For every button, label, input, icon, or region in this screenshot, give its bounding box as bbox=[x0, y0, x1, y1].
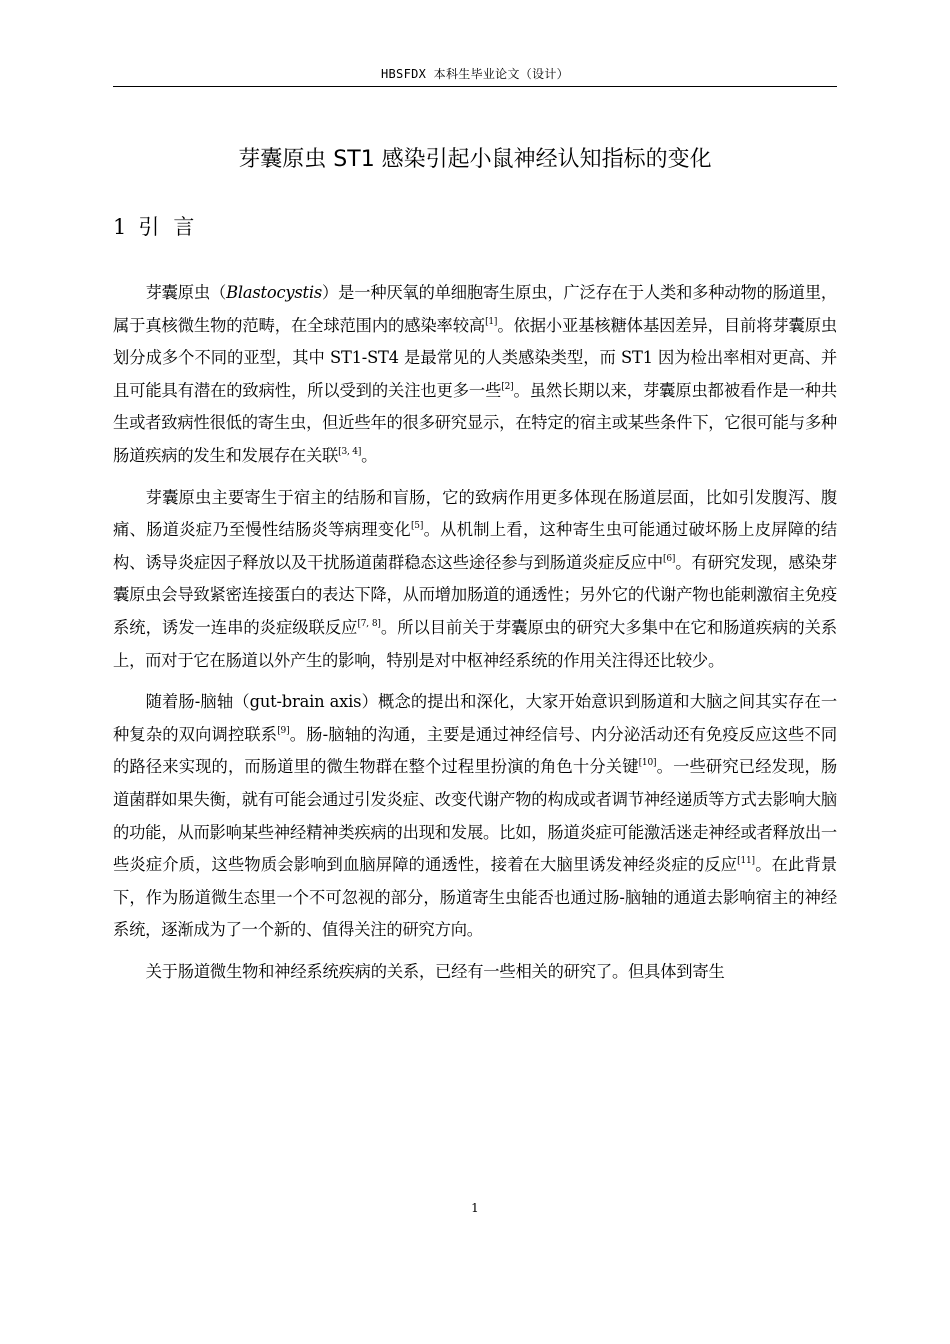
body-text bbox=[113, 277, 837, 997]
section-heading bbox=[113, 209, 208, 245]
citation: [10] bbox=[638, 758, 657, 769]
header-rule bbox=[113, 86, 837, 87]
citation: [7, 8] bbox=[357, 618, 381, 629]
section-name: 引言 bbox=[138, 215, 209, 239]
text-run: 。虽然长期以来，芽囊原虫都被看作是一种共生或者致病性很低的寄生虫，但近些年的很多研究显示，在特定的宿主或某些条件下，它很可能与多种肠道疾病的发生和发展存在关联 bbox=[113, 380, 837, 465]
text-run: 。所以目前关于芽囊原虫的研究大多集中在它和肠道疾病的关系上，而对于它在肠道以外产生的影响，特别是对中枢神经系统的作用关注得还比较少。 bbox=[113, 617, 838, 670]
text-run: 。从机制上看，这种寄生虫可能通过破坏肠上皮屏障的结构、诱导炎症因子释放以及干扰肠道菌群稳态这些途径参与到肠道炎症反应中 bbox=[113, 520, 837, 572]
text-run: 。 bbox=[361, 445, 378, 465]
text-run: 。在此背景下，作为肠道微生态里一个不可忽视的部分，肠道寄生虫能否也通过肠-脑轴的通道去影响宿主的神经系统，逐渐成为了一个新的、值得关注的研究方向。 bbox=[113, 855, 837, 940]
citation: [5] bbox=[410, 521, 424, 532]
text-run: 随着肠-脑轴（gut-brain axis）概念的提出和深化，大家开始意识到肠道和大脑之间其实存在一种复杂的双向调控联系 bbox=[113, 692, 837, 744]
text-run: 芽囊原虫主要寄生于宿主的结肠和盲肠，它的致病作用更多体现在肠道层面，比如引发腹泻、腹痛、肠道炎症乃至慢性结肠炎等病理变化 bbox=[113, 487, 837, 540]
section-number: 1 bbox=[113, 215, 127, 239]
paragraph bbox=[113, 277, 837, 473]
text-run: 。依据小亚基核糖体基因差异，目前将芽囊原虫划分成多个不同的亚型，其中 ST1-ST4 是最常见的人类感染类型，而 ST1 因为检出率相对更高、并且可能具有潜在的致病性，所以受到的关注也更多一些 bbox=[113, 315, 837, 400]
paragraph bbox=[113, 686, 837, 947]
citation: [3, 4] bbox=[338, 446, 362, 457]
citation: [6] bbox=[663, 553, 676, 564]
paper-title: 芽囊原虫 ST1 感染引起小鼠神经认知指标的变化 bbox=[238, 147, 712, 172]
text-run: 关于肠道微生物和神经系统疾病的关系，已经有一些相关的研究了。但具体到寄生 bbox=[145, 961, 725, 981]
citation: [9] bbox=[277, 725, 290, 736]
text-run: ）是一种厌氧的单细胞寄生原虫，广泛存在于人类和多种动物的肠道里，属于真核微生物的范畴，在全球范围内的感染率较高 bbox=[113, 283, 837, 335]
paragraph bbox=[113, 956, 837, 989]
text-run: 。有研究发现，感染芽囊原虫会导致紧密连接蛋白的表达下降，从而增加肠道的通透性；另外它的代谢产物也能刺激宿主免疫系统，诱发一连串的炎症级联反应 bbox=[113, 552, 837, 637]
italic-term: Blastocystis bbox=[226, 283, 323, 302]
citation: [1] bbox=[485, 316, 498, 327]
citation: [11] bbox=[737, 856, 755, 867]
citation: [2] bbox=[501, 381, 514, 392]
paragraph bbox=[113, 482, 837, 678]
text-run: 芽囊原虫（ bbox=[145, 283, 227, 302]
text-run: 。一些研究已经发现，肠道菌群如果失衡，就有可能会通过引发炎症、改变代谢产物的构成或者调节神经递质等方式去影响大脑的功能，从而影响某些神经精神类疾病的出现和发展。比如，肠道炎症可能激活迷走神经或者释放出一些炎症介质，这些物质会影响到血脑屏障的通透性，接着在大脑里诱发神经炎症的反应 bbox=[113, 757, 837, 875]
running-header: HBSFDX 本科生毕业论文（设计） bbox=[381, 67, 569, 81]
page-number: 1 bbox=[471, 1201, 479, 1215]
text-run: 。肠-脑轴的沟通，主要是通过神经信号、内分泌活动还有免疫反应这些不同的路径来实现的，而肠道里的微生物群在整个过程里扮演的角色十分关键 bbox=[113, 724, 837, 777]
